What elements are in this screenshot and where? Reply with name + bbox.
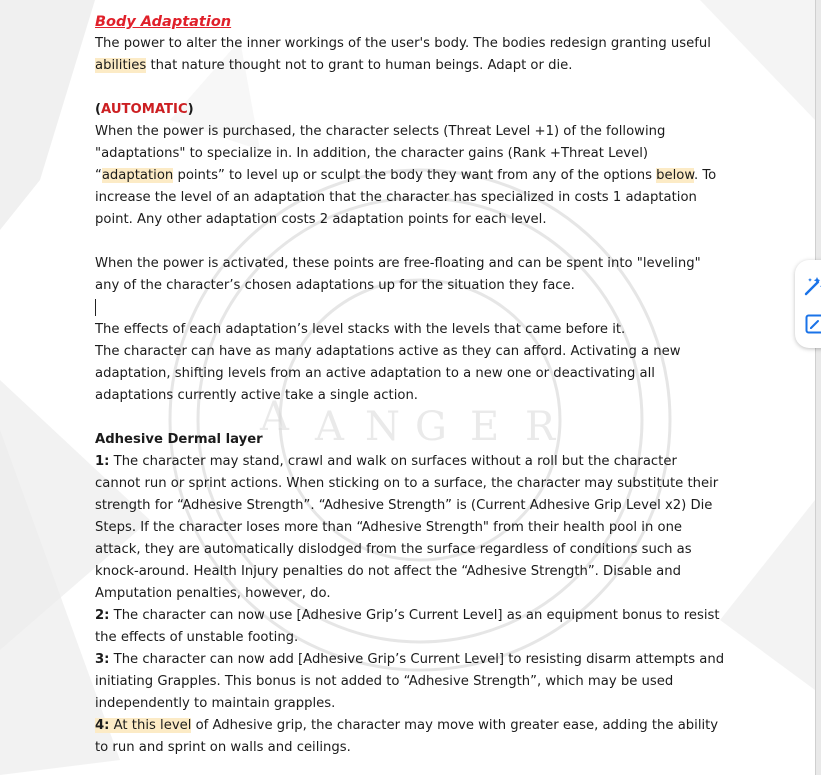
highlighted-text: At this level [109, 718, 192, 733]
blank-line [95, 77, 725, 99]
level-4-paragraph [95, 715, 725, 759]
doc-title[interactable]: Body Adaptation [95, 14, 232, 30]
active-adaptations-paragraph: The character can have as many adaptations active as they can afford. Activating a new adaptation, shifting levels from an active adaptation to a new one or deactivating all adaptations currently active take a single action. [95, 344, 681, 403]
purchase-paragraph [95, 121, 725, 231]
tag-close: ) [187, 102, 194, 117]
level-number: 1: [95, 454, 110, 469]
tag-word: AUTOMATIC [101, 102, 188, 117]
blank-line [95, 231, 725, 253]
text-cursor-line[interactable] [95, 297, 725, 319]
comment-highlight[interactable]: adaptation [101, 168, 174, 183]
side-action-panel [795, 260, 821, 348]
stacking-paragraph: The effects of each adaptation’s level stacks with the levels that came before it. [95, 322, 626, 337]
svg-text:E: E [470, 404, 500, 450]
comment-highlight[interactable]: abilities [95, 58, 147, 73]
svg-text:G: G [415, 404, 447, 450]
magic-edit-icon[interactable] [803, 274, 821, 298]
level-text: The character may stand, crawl and walk on surfaces without a roll but the character cannot run or sprint actions. When sticking on to a surface, the character may substitute their strength for “Adhesive Strength”. “Adhesive Strength” is (Current Adhesive Grip Level x2) Die Steps. If the character loses more than “Adhesive Strength" from their health pool in one attack, they are automatically dislodged from the surface regardless of conditions such as knock-around. Health Injury penalties do not affect the “Adhesive Strength”. Disable and Amputation penalties, however, do. [95, 454, 719, 601]
svg-text:A: A [315, 404, 344, 450]
level-number: 2: [95, 608, 110, 623]
comment-highlight[interactable]: below [656, 168, 694, 183]
level-number: 3: [95, 652, 110, 667]
intro-text-1: The power to alter the inner workings of the user's body. The bodies redesign granting useful [95, 36, 711, 51]
tag-open: ( [95, 102, 102, 117]
purchase-text-c: . To increase the level of an adaptation that the character has specialized in costs 1 adaptation point. Any other adaptation costs 2 adaptation points for each level. [95, 168, 717, 227]
level-text: of Adhesive grip, the character may move with greater ease, adding the ability to run and sprint on walls and ceilings. [95, 718, 719, 755]
document-body [95, 11, 725, 759]
purchase-text-b: points” to level up or sculpt the body they want from any of the options [173, 168, 657, 183]
blank-line [95, 407, 725, 429]
add-note-icon[interactable] [803, 312, 821, 336]
comment-highlight[interactable] [95, 718, 191, 733]
level-text: The character can now use [Adhesive Grip’s Current Level] as an equipment bonus to resist the effects of unstable footing. [95, 608, 720, 645]
level-number: 4: [95, 718, 110, 733]
level-2-paragraph [95, 605, 725, 649]
svg-text:R: R [525, 404, 556, 450]
level-3-paragraph [95, 649, 725, 715]
svg-text:A: A [260, 394, 289, 440]
text-cursor [95, 299, 96, 316]
level-text: The character can now add [Adhesive Grip’s Current Level] to resisting disarm attempts and initiating Grapples. This bonus is not added to “Adhesive Strength”, which may be used independently to maintain grapples. [95, 652, 725, 711]
page-edge [815, 0, 816, 775]
section-heading-text: Adhesive Dermal layer [95, 432, 263, 447]
purchase-text-a: When the power is purchased, the character selects (Threat Level +1) of the following "adaptations" to specialize in. In addition, the character gains (Rank +Threat Level) “ [95, 124, 666, 183]
svg-text:N: N [365, 404, 400, 450]
power-type-tag [95, 99, 725, 121]
level-1-paragraph [95, 451, 725, 605]
intro-paragraph [95, 33, 725, 77]
intro-text-2: that nature thought not to grant to human beings. Adapt or die. [146, 58, 573, 73]
section-heading [95, 429, 725, 451]
activation-paragraph: When the power is activated, these points are free-floating and can be spent into "leveling" any of the character’s chosen adaptations up for the situation they face. [95, 256, 701, 293]
